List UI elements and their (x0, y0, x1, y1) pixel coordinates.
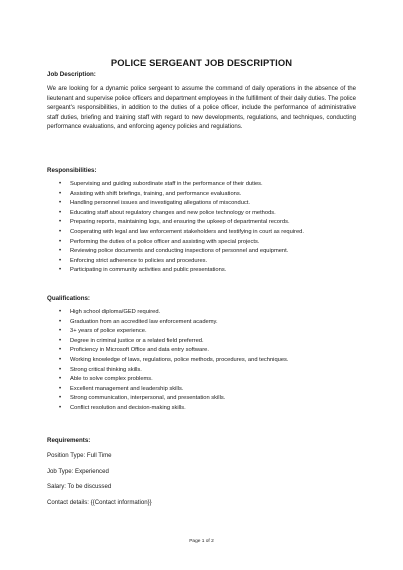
qualifications-list (47, 308, 367, 414)
list-item: • 3+ years of police experience. (47, 327, 367, 337)
list-item: • Able to solve complex problems. (47, 375, 367, 385)
bullet-icon: • (59, 395, 62, 402)
list-item: • Strong critical thinking skills. (47, 366, 367, 376)
bullet-icon: • (59, 248, 62, 255)
bullet-icon: • (59, 356, 62, 363)
list-item: • Assisting with shift briefings, training, and performance evaluations. (47, 190, 367, 200)
list-item: • Cooperating with legal and law enforcement stakeholders and testifying in court as required. (47, 228, 367, 238)
list-item: • Supervising and guiding subordinate staff in the performance of their duties. (47, 180, 367, 190)
page-title: POLICE SERGEANT JOB DESCRIPTION (110, 57, 293, 68)
bullet-icon: • (59, 366, 62, 373)
list-item: • Graduation from an accredited law enforcement academy. (47, 318, 367, 328)
bullet-icon: • (59, 347, 62, 354)
bullet-icon: • (59, 404, 62, 411)
bullet-icon: • (59, 318, 62, 325)
list-item: • Handling personnel issues and investigating allegations of misconduct. (47, 199, 367, 209)
bullet-icon: • (59, 376, 62, 383)
responsibilities-heading: Responsibilities: (47, 167, 97, 174)
position-type: Position Type: Full Time (47, 452, 112, 459)
requirements-heading: Requirements: (47, 437, 91, 444)
bullet-icon: • (59, 328, 62, 335)
bullet-icon: • (59, 238, 62, 245)
list-item: • Conflict resolution and decision-making skills. (47, 404, 367, 414)
bullet-icon: • (59, 190, 62, 197)
job-description-text: We are looking for a dynamic police sergeant to assume the command of daily operations in the absence of the lieutenant and supervise police officers and department employees in the fulfillment of their daily duties. The police sergeant's responsibilities, in addition to the duties of a police officer, include the performance of administrative staff duties, briefing and training staff with regard to new developments, regulations, and techniques, conducting performance evaluations, and enforcing agency policies and regulations. (47, 85, 356, 131)
list-item: • Degree in criminal justice or a related field preferred. (47, 337, 367, 347)
bullet-icon: • (59, 181, 62, 187)
page-number: Page 1 of 2 (189, 539, 214, 544)
responsibilities-list (47, 180, 367, 276)
list-item: • Working knowledge of laws, regulations, police methods, procedures, and techniques. (47, 356, 367, 366)
job-description-heading: Job Description: (47, 71, 96, 78)
list-item: • Proficiency in Microsoft Office and data entry software. (47, 346, 367, 356)
list-item: • Enforcing strict adherence to policies and procedures. (47, 257, 367, 267)
list-item: • Performing the duties of a police officer and assisting with special projects. (47, 238, 367, 248)
bullet-icon: • (59, 267, 62, 274)
list-item: • Reviewing police documents and conducting inspections of personnel and equipment. (47, 247, 367, 257)
bullet-icon: • (59, 200, 62, 207)
list-item: • Excellent management and leadership skills. (47, 385, 367, 395)
list-item: • Educating staff about regulatory changes and new police technology or methods. (47, 209, 367, 219)
contact-details: Contact details: {{Contact information}} (47, 499, 152, 506)
job-type: Job Type: Experienced (47, 468, 109, 475)
list-item: • Strong communication, interpersonal, and presentation skills. (47, 394, 367, 404)
bullet-icon: • (59, 219, 62, 226)
bullet-icon: • (59, 209, 62, 216)
qualifications-heading: Qualifications: (47, 295, 90, 302)
bullet-icon: • (59, 309, 62, 315)
list-item: • Preparing reports, maintaining logs, and ensuring the upkeep of departmental records. (47, 218, 367, 228)
bullet-icon: • (59, 228, 62, 235)
list-item: • Participating in community activities and public presentations. (47, 266, 367, 276)
bullet-icon: • (59, 257, 62, 264)
bullet-icon: • (59, 385, 62, 392)
bullet-icon: • (59, 337, 62, 344)
list-item: • High school diploma/GED required. (47, 308, 367, 318)
salary: Salary: To be discussed (47, 483, 112, 490)
